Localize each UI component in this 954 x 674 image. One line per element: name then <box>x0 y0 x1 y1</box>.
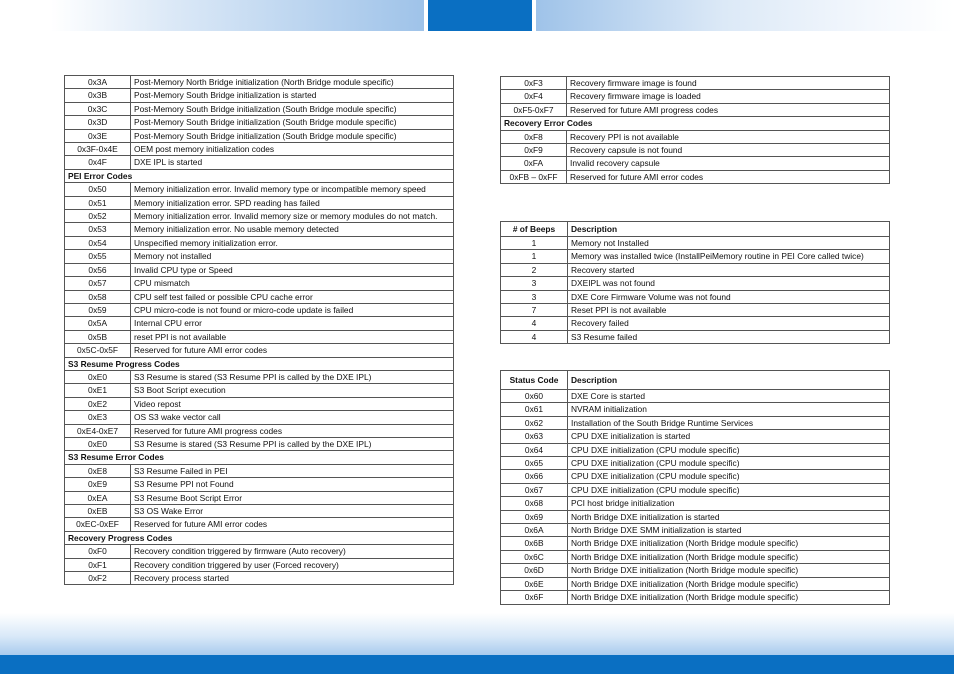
table-row <box>501 430 890 443</box>
description-cell: CPU DXE initialization (CPU module specific) <box>568 483 890 496</box>
pei-progress-error-table <box>64 75 454 585</box>
code-cell: 0xF3 <box>501 77 567 90</box>
description-cell: Memory initialization error. Invalid memory type or incompatible memory speed <box>131 183 454 196</box>
description-cell: Post-Memory South Bridge initialization (South Bridge module specific) <box>131 116 454 129</box>
description-cell: Recovery condition triggered by user (Forced recovery) <box>131 558 454 571</box>
table-row <box>501 443 890 456</box>
description-cell: S3 Resume PPI not Found <box>131 478 454 491</box>
table-row <box>501 470 890 483</box>
recovery-codes-table <box>500 76 890 184</box>
code-cell: 0x5C-0x5F <box>65 344 131 357</box>
table-row <box>65 344 454 357</box>
table-row <box>65 491 454 504</box>
description-cell: NVRAM initialization <box>568 403 890 416</box>
code-cell: 0x64 <box>501 443 568 456</box>
code-cell: 0xF9 <box>501 144 567 157</box>
table-row <box>65 250 454 263</box>
code-cell: 0x69 <box>501 510 568 523</box>
code-cell: 0x5B <box>65 330 131 343</box>
code-cell: 0x6C <box>501 550 568 563</box>
description-cell: CPU micro-code is not found or micro-code update is failed <box>131 303 454 316</box>
section-header-row <box>65 531 454 544</box>
table-row <box>501 416 890 429</box>
code-cell: 3 <box>501 277 568 290</box>
code-cell: 0x3A <box>65 76 131 89</box>
table-row <box>65 518 454 531</box>
description-cell: Recovery firmware image is found <box>567 77 890 90</box>
description-cell: Unspecified memory initialization error. <box>131 236 454 249</box>
code-cell: 0x67 <box>501 483 568 496</box>
code-cell: 0x6F <box>501 591 568 604</box>
table-row <box>501 550 890 563</box>
dxe-status-codes-table <box>500 370 890 605</box>
description-cell: Reserved for future AMI error codes <box>131 518 454 531</box>
table-header-row <box>501 222 890 237</box>
table-row <box>501 103 890 116</box>
code-cell: 0xE1 <box>65 384 131 397</box>
code-cell: 2 <box>501 263 568 276</box>
code-cell: 0xE8 <box>65 464 131 477</box>
section-title: PEI Error Codes <box>65 169 454 182</box>
description-cell: Memory not Installed <box>568 237 890 250</box>
description-cell: North Bridge DXE initialization (North Bridge module specific) <box>568 550 890 563</box>
table-row <box>65 89 454 102</box>
table-row <box>65 317 454 330</box>
table-row <box>501 157 890 170</box>
description-cell: CPU DXE initialization (CPU module specific) <box>568 470 890 483</box>
description-cell: Recovery condition triggered by firmware (Auto recovery) <box>131 545 454 558</box>
description-cell: North Bridge DXE initialization (North Bridge module specific) <box>568 537 890 550</box>
table-row <box>65 263 454 276</box>
description-cell: CPU self test failed or possible CPU cache error <box>131 290 454 303</box>
code-cell: 0xEB <box>65 505 131 518</box>
description-cell: Recovery PPI is not available <box>567 130 890 143</box>
description-cell: Memory initialization error. No usable memory detected <box>131 223 454 236</box>
table-row <box>65 330 454 343</box>
description-cell: DXEIPL was not found <box>568 277 890 290</box>
section-title: Recovery Progress Codes <box>65 531 454 544</box>
table-row <box>65 210 454 223</box>
table-row <box>501 390 890 403</box>
description-cell: North Bridge DXE SMM initialization is started <box>568 524 890 537</box>
table-row <box>501 237 890 250</box>
code-cell: 0x63 <box>501 430 568 443</box>
code-cell: 0x3C <box>65 102 131 115</box>
description-cell: Internal CPU error <box>131 317 454 330</box>
table-row <box>65 464 454 477</box>
header-description: Description <box>568 222 890 237</box>
table-row <box>65 397 454 410</box>
code-cell: 0x68 <box>501 497 568 510</box>
table-row <box>65 424 454 437</box>
code-cell: 0xF0 <box>65 545 131 558</box>
header-accent-block <box>428 0 532 31</box>
code-cell: 1 <box>501 250 568 263</box>
description-cell: CPU DXE initialization (CPU module specific) <box>568 457 890 470</box>
description-cell: Memory initialization error. Invalid memory size or memory modules do not match. <box>131 210 454 223</box>
table-row <box>65 545 454 558</box>
table-header-row <box>501 371 890 390</box>
code-cell: 0xF1 <box>65 558 131 571</box>
description-cell: CPU DXE initialization (CPU module specific) <box>568 443 890 456</box>
description-cell: North Bridge DXE initialization (North Bridge module specific) <box>568 591 890 604</box>
code-cell: 0x60 <box>501 390 568 403</box>
header-gradient-left <box>0 0 424 31</box>
table-row <box>501 250 890 263</box>
table-row <box>65 572 454 585</box>
description-cell: CPU mismatch <box>131 277 454 290</box>
code-cell: 0xE3 <box>65 411 131 424</box>
description-cell: Recovery firmware image is loaded <box>567 90 890 103</box>
description-cell: S3 Resume is stared (S3 Resume PPI is called by the DXE IPL) <box>131 370 454 383</box>
code-cell: 0xE4-0xE7 <box>65 424 131 437</box>
section-header-row <box>65 357 454 370</box>
table-row <box>501 77 890 90</box>
table-row <box>501 457 890 470</box>
table-row <box>501 537 890 550</box>
description-cell: S3 Resume Boot Script Error <box>131 491 454 504</box>
description-cell: Post-Memory North Bridge initialization (North Bridge module specific) <box>131 76 454 89</box>
table-row <box>501 524 890 537</box>
code-cell: 0xFB – 0xFF <box>501 170 567 183</box>
table-row <box>65 384 454 397</box>
code-cell: 0x50 <box>65 183 131 196</box>
code-cell: 0x3D <box>65 116 131 129</box>
table-row <box>501 564 890 577</box>
table-row <box>501 497 890 510</box>
table-row <box>65 196 454 209</box>
code-cell: 0x3E <box>65 129 131 142</box>
description-cell: Invalid recovery capsule <box>567 157 890 170</box>
section-header-row <box>65 169 454 182</box>
table-row <box>501 130 890 143</box>
description-cell: North Bridge DXE initialization (North Bridge module specific) <box>568 577 890 590</box>
description-cell: Post-Memory South Bridge initialization (South Bridge module specific) <box>131 102 454 115</box>
description-cell: Invalid CPU type or Speed <box>131 263 454 276</box>
header-code: # of Beeps <box>501 222 568 237</box>
description-cell: Reserved for future AMI error codes <box>567 170 890 183</box>
table-row <box>501 144 890 157</box>
code-cell: 0xE0 <box>65 370 131 383</box>
table-row <box>65 129 454 142</box>
code-cell: 0xEC-0xEF <box>65 518 131 531</box>
table-row <box>65 478 454 491</box>
table-row <box>501 577 890 590</box>
code-cell: 4 <box>501 330 568 343</box>
table-row <box>65 116 454 129</box>
table-row <box>65 76 454 89</box>
table-row <box>65 277 454 290</box>
table-row <box>501 330 890 343</box>
footer-bar <box>0 655 954 674</box>
code-cell: 0x53 <box>65 223 131 236</box>
table-row <box>65 290 454 303</box>
code-cell: 0x4F <box>65 156 131 169</box>
header-gradient-right <box>536 0 954 31</box>
table-row <box>501 290 890 303</box>
header-description: Description <box>568 371 890 390</box>
code-cell: 0xF5-0xF7 <box>501 103 567 116</box>
beep-codes-table <box>500 221 890 344</box>
description-cell: Post-Memory South Bridge initialization is started <box>131 89 454 102</box>
code-cell: 0x3B <box>65 89 131 102</box>
section-header-row <box>501 117 890 130</box>
table-row <box>65 143 454 156</box>
code-cell: 0x59 <box>65 303 131 316</box>
code-cell: 0x5A <box>65 317 131 330</box>
section-header-row <box>65 451 454 464</box>
table-row <box>501 304 890 317</box>
description-cell: S3 Resume is stared (S3 Resume PPI is called by the DXE IPL) <box>131 437 454 450</box>
table-row <box>501 591 890 604</box>
description-cell: reset PPI is not available <box>131 330 454 343</box>
code-cell: 0x6E <box>501 577 568 590</box>
description-cell: DXE Core is started <box>568 390 890 403</box>
code-cell: 0x52 <box>65 210 131 223</box>
description-cell: Recovery failed <box>568 317 890 330</box>
table-row <box>65 411 454 424</box>
code-cell: 0x6D <box>501 564 568 577</box>
description-cell: Reserved for future AMI error codes <box>131 344 454 357</box>
table-row <box>65 303 454 316</box>
description-cell: Memory initialization error. SPD reading has failed <box>131 196 454 209</box>
description-cell: North Bridge DXE initialization is started <box>568 510 890 523</box>
code-cell: 0x61 <box>501 403 568 416</box>
description-cell: S3 Resume failed <box>568 330 890 343</box>
code-cell: 0xE0 <box>65 437 131 450</box>
code-cell: 0x51 <box>65 196 131 209</box>
code-cell: 0x6B <box>501 537 568 550</box>
code-cell: 3 <box>501 290 568 303</box>
code-cell: 0x6A <box>501 524 568 537</box>
table-row <box>65 183 454 196</box>
table-row <box>501 317 890 330</box>
description-cell: OS S3 wake vector call <box>131 411 454 424</box>
table-row <box>65 505 454 518</box>
description-cell: Post-Memory South Bridge initialization (South Bridge module specific) <box>131 129 454 142</box>
code-cell: 0xEA <box>65 491 131 504</box>
header-code: Status Code <box>501 371 568 390</box>
description-cell: PCI host bridge initialization <box>568 497 890 510</box>
code-cell: 1 <box>501 237 568 250</box>
table-row <box>501 277 890 290</box>
description-cell: S3 OS Wake Error <box>131 505 454 518</box>
code-cell: 0x55 <box>65 250 131 263</box>
section-title: Recovery Error Codes <box>501 117 890 130</box>
table-row <box>65 236 454 249</box>
section-title: S3 Resume Error Codes <box>65 451 454 464</box>
code-cell: 4 <box>501 317 568 330</box>
table-row <box>501 170 890 183</box>
table-row <box>501 510 890 523</box>
table-row <box>65 223 454 236</box>
code-cell: 0xF2 <box>65 572 131 585</box>
table-row <box>501 263 890 276</box>
code-cell: 7 <box>501 304 568 317</box>
code-cell: 0x57 <box>65 277 131 290</box>
description-cell: DXE Core Firmware Volume was not found <box>568 290 890 303</box>
table-row <box>501 403 890 416</box>
code-cell: 0xF8 <box>501 130 567 143</box>
table-row <box>65 370 454 383</box>
code-cell: 0x62 <box>501 416 568 429</box>
description-cell: CPU DXE initialization is started <box>568 430 890 443</box>
code-cell: 0x56 <box>65 263 131 276</box>
description-cell: Memory not installed <box>131 250 454 263</box>
code-cell: 0x66 <box>501 470 568 483</box>
table-row <box>501 90 890 103</box>
footer-gradient <box>0 613 954 655</box>
description-cell: DXE IPL is started <box>131 156 454 169</box>
code-cell: 0x65 <box>501 457 568 470</box>
code-cell: 0xFA <box>501 157 567 170</box>
description-cell: Recovery process started <box>131 572 454 585</box>
table-row <box>65 558 454 571</box>
description-cell: Recovery capsule is not found <box>567 144 890 157</box>
description-cell: Video repost <box>131 397 454 410</box>
description-cell: Reserved for future AMI progress codes <box>131 424 454 437</box>
description-cell: Reserved for future AMI progress codes <box>567 103 890 116</box>
code-cell: 0xF4 <box>501 90 567 103</box>
section-title: S3 Resume Progress Codes <box>65 357 454 370</box>
table-row <box>65 437 454 450</box>
description-cell: S3 Resume Failed in PEI <box>131 464 454 477</box>
table-row <box>65 102 454 115</box>
description-cell: Installation of the South Bridge Runtime Services <box>568 416 890 429</box>
description-cell: Recovery started <box>568 263 890 276</box>
code-cell: 0x3F-0x4E <box>65 143 131 156</box>
code-cell: 0xE9 <box>65 478 131 491</box>
code-cell: 0x58 <box>65 290 131 303</box>
description-cell: OEM post memory initialization codes <box>131 143 454 156</box>
table-row <box>65 156 454 169</box>
code-cell: 0xE2 <box>65 397 131 410</box>
description-cell: Reset PPI is not available <box>568 304 890 317</box>
table-row <box>501 483 890 496</box>
code-cell: 0x54 <box>65 236 131 249</box>
description-cell: S3 Boot Script execution <box>131 384 454 397</box>
description-cell: Memory was installed twice (InstallPeiMemory routine in PEI Core called twice) <box>568 250 890 263</box>
description-cell: North Bridge DXE initialization (North Bridge module specific) <box>568 564 890 577</box>
